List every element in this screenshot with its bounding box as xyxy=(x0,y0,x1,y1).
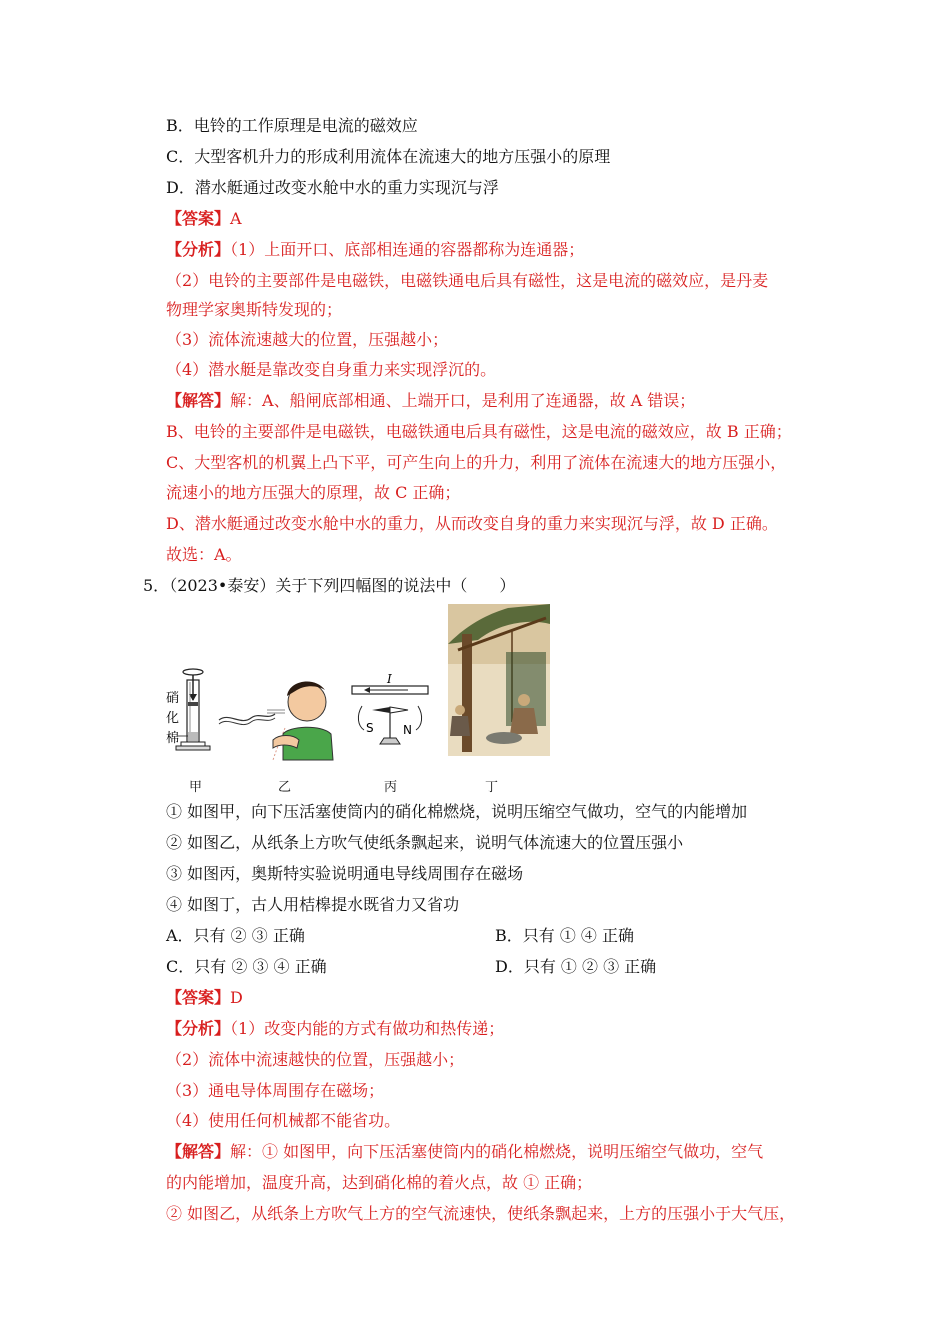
current-label: I xyxy=(387,672,392,686)
q4-analysis-line xyxy=(166,240,584,260)
solution-tag: 【解答】 xyxy=(166,1142,231,1161)
q4-solution-line: 故选：A。 xyxy=(166,545,242,564)
answer-tag: 【答案】 xyxy=(166,209,231,228)
q5-analysis-line: （4）使用任何机械都不能省功。 xyxy=(166,1111,401,1130)
q4-solution-line: B、电铃的主要部件是电磁铁，电磁铁通电后具有磁性，这是电流的磁效应，故 B 正确； xyxy=(166,422,792,441)
jia-label-2: 化 xyxy=(166,711,180,726)
q4-option-d: D．潜水艇通过改变水舱中水的重力实现沉与浮 xyxy=(166,178,499,197)
analysis-tag: 【分析】 xyxy=(166,1019,231,1038)
figure-yi-boy-blowing-paper xyxy=(215,668,337,764)
answer-value: A xyxy=(230,209,242,228)
q4-option-b: B．电铃的工作原理是电流的磁效应 xyxy=(166,116,418,135)
analysis-tag: 【分析】 xyxy=(166,240,231,259)
caption-yi: 乙 xyxy=(278,780,292,795)
q5-statement: ② 如图乙，从纸条上方吹气使纸条飘起来，说明气体流速大的位置压强小 xyxy=(166,833,684,852)
q5-statement: ① 如图甲，向下压活塞使筒内的硝化棉燃烧，说明压缩空气做功，空气的内能增加 xyxy=(166,802,748,821)
q4-option-c: C．大型客机升力的形成利用流体在流速大的地方压强小的原理 xyxy=(166,147,611,166)
q4-solution-line xyxy=(166,391,695,411)
jia-label-1: 硝 xyxy=(166,691,180,706)
q5-analysis-line xyxy=(166,1019,504,1039)
analysis-text: （1）改变内能的方式有做功和热传递； xyxy=(230,1019,505,1038)
q5-option-c: C．只有 ② ③ ④ 正确 xyxy=(166,957,327,976)
q5-option-d: D．只有 ① ② ③ 正确 xyxy=(495,957,657,976)
q5-option-a: A．只有 ② ③ 正确 xyxy=(166,926,305,945)
figure-bing-oersted xyxy=(348,672,432,752)
jia-label-3: 棉 xyxy=(166,731,180,746)
q4-analysis-line: （2）电铃的主要部件是电磁铁，电磁铁通电后具有磁性，这是电流的磁效应，是丹麦 xyxy=(166,271,769,290)
solution-tag: 【解答】 xyxy=(166,391,231,410)
q5-analysis-line: （3）通电导体周围存在磁场； xyxy=(166,1081,385,1100)
south-pole-label: S xyxy=(366,721,374,735)
answer-value: D xyxy=(230,988,243,1007)
q5-statement: ③ 如图丙，奥斯特实验说明通电导线周围存在磁场 xyxy=(166,864,524,883)
q5-analysis-line: （2）流体中流速越快的位置，压强越小； xyxy=(166,1050,465,1069)
question-text: （2023•泰安）关于下列四幅图的说法中（ ） xyxy=(169,576,516,595)
caption-ding: 丁 xyxy=(485,780,499,795)
q5-statement: ④ 如图丁，古人用桔槔提水既省力又省功 xyxy=(166,895,460,914)
caption-jia: 甲 xyxy=(189,780,203,795)
answer-tag: 【答案】 xyxy=(166,988,231,1007)
caption-bing: 丙 xyxy=(384,780,398,795)
analysis-text: （1）上面开口、底部相连通的容器都称为连通器； xyxy=(230,240,585,259)
figure-jia-cylinder xyxy=(160,668,216,760)
q5-solution-line: 的内能增加，温度升高，达到硝化棉的着火点，故 ① 正确； xyxy=(166,1173,593,1192)
q4-analysis-line: （3）流体流速越大的位置，压强越小； xyxy=(166,330,449,349)
q5-solution-line: ② 如图乙，从纸条上方吹气上方的空气流速快，使纸条飘起来，上方的压强小于大气压， xyxy=(166,1204,796,1223)
q4-solution-line: D、潜水艇通过改变水舱中水的重力，从而改变自身的重力来实现沉与浮，故 D 正确。 xyxy=(166,514,778,533)
q5-answer xyxy=(166,988,243,1008)
figure-ding-well-sweep xyxy=(448,604,550,756)
north-pole-label: N xyxy=(403,723,412,737)
q4-answer xyxy=(166,209,242,229)
question-number: 5． xyxy=(143,576,170,595)
solution-text: 解：① 如图甲，向下压活塞使筒内的硝化棉燃烧，说明压缩空气做功，空气 xyxy=(230,1142,764,1161)
q4-analysis-line: （4）潜水艇是靠改变自身重力来实现浮沉的。 xyxy=(166,360,497,379)
q5-option-b: B．只有 ① ④ 正确 xyxy=(495,926,635,945)
q4-analysis-line: 物理学家奥斯特发现的； xyxy=(166,300,343,319)
q5-solution-line xyxy=(166,1142,763,1162)
q5-stem xyxy=(143,576,515,596)
solution-text: 解：A、船闸底部相通、上端开口，是利用了连通器，故 A 错误； xyxy=(230,391,696,410)
q4-solution-line: 流速小的地方压强大的原理，故 C 正确； xyxy=(166,483,461,502)
q4-solution-line: C、大型客机的机翼上凸下平，可产生向上的升力，利用了流体在流速大的地方压强小， xyxy=(166,453,787,472)
